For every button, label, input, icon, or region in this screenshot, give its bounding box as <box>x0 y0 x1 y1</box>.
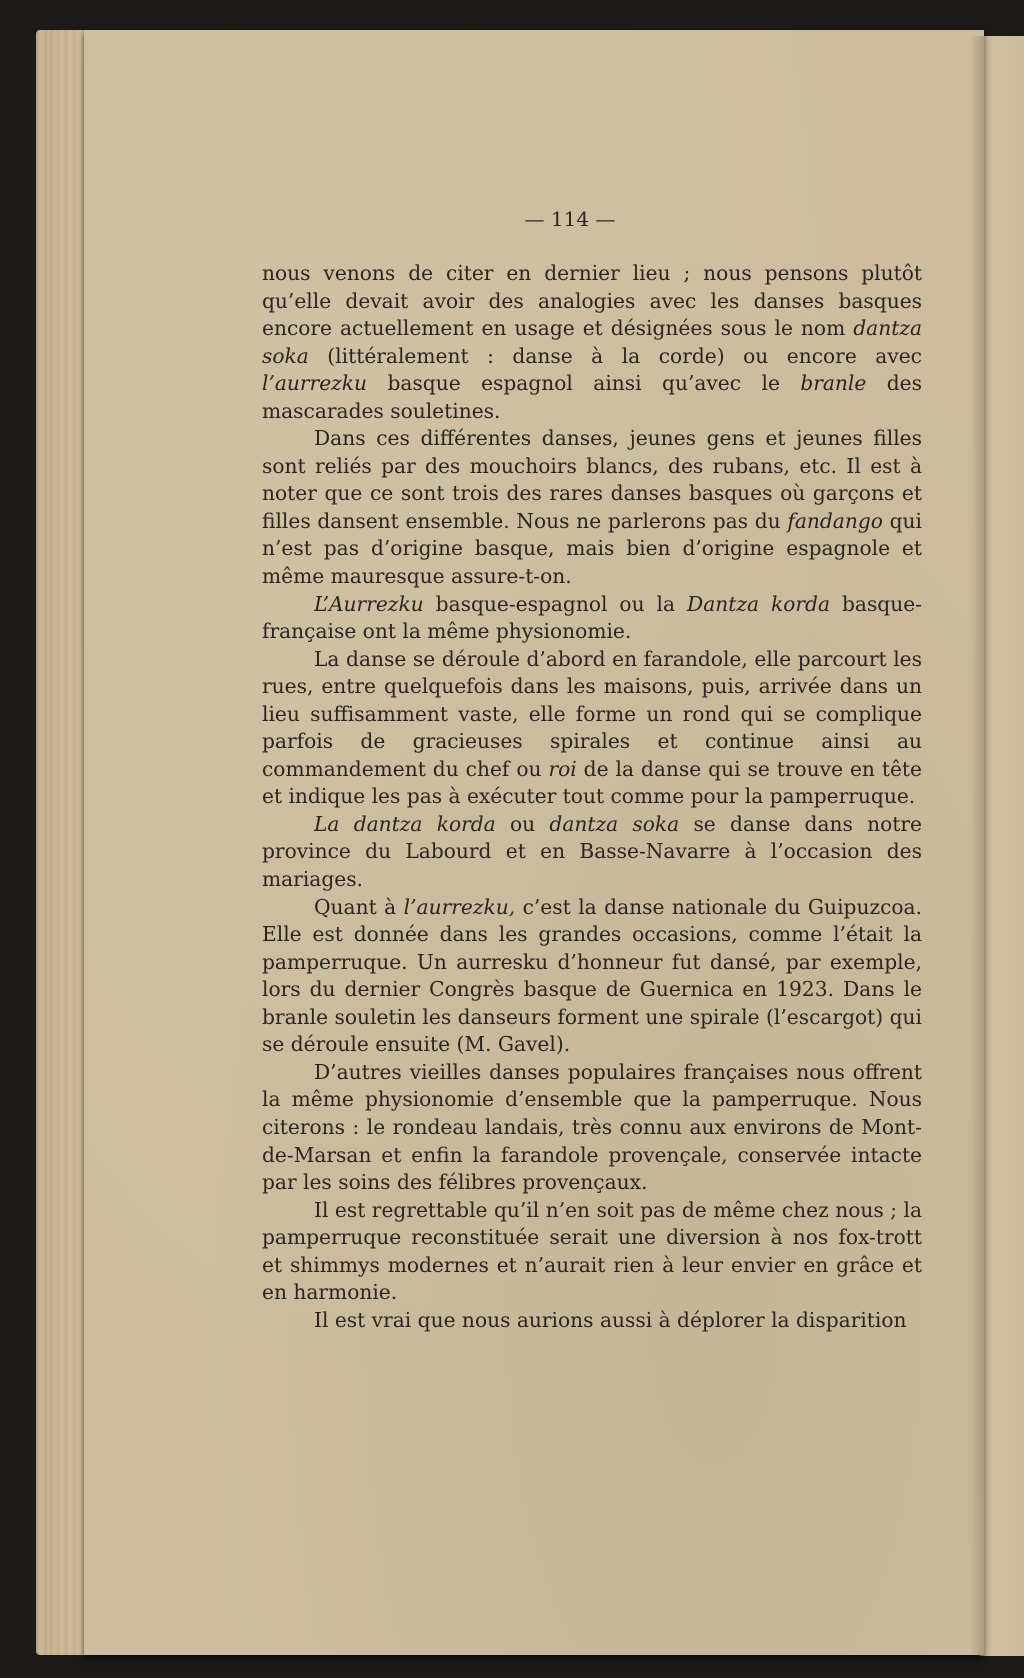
text-run: (littéralement : danse à la corde) ou encore avec <box>308 343 922 368</box>
italic-term: dantza soka <box>262 316 922 368</box>
facing-page-edge <box>980 36 1024 1656</box>
text-run: Dans ces différentes danses, jeunes gens et jeunes filles sont reliés par des mouchoirs blancs, des rubans, etc. Il est à noter que ce sont trois des rares danses basques où garçons et filles dansent ensemble. Nous ne parlerons pas du <box>262 426 922 533</box>
text-run: basque-française ont la même physionomie. <box>262 591 922 644</box>
text-run: qui n’est pas d’origine basque, mais bien d’origine espagnole et même mauresque assure-t-on. <box>262 508 922 589</box>
italic-term: l’aurrezku, <box>403 894 516 919</box>
italic-term: La dantza korda <box>314 811 496 836</box>
italic-term: fandango <box>787 508 883 533</box>
body-text <box>262 260 922 1334</box>
paragraph <box>262 425 922 590</box>
text-run: se danse dans notre province du Labourd et en Basse-Navarre à l’occasion des mariages. <box>262 811 922 892</box>
gutter-shadow <box>970 36 984 1656</box>
page-stack-edges <box>36 30 86 1655</box>
text-run: c’est la danse nationale du Guipuzcoa. Elle est donnée dans les grandes occasions, comme l’était la pamperruque. Un aurresku d’honneur fut dansé, par exemple, lors du dernier Congrès basque de Guernica en 1923. Dans le branle souletin les danseurs forment une spirale (l’escargot) qui se déroule ensuite (M. Gavel). <box>262 894 922 1057</box>
italic-term: L’Aurrezku <box>314 591 424 616</box>
paragraph <box>262 1307 922 1335</box>
paragraph <box>262 1059 922 1197</box>
italic-term: l’aurrezku <box>262 371 368 396</box>
text-run: nous venons de citer en dernier lieu ; nous pensons plutôt qu’elle devait avoir des analogies avec les danses basques encore actuellement en usage et désignées sous le nom <box>262 261 922 341</box>
italic-term: roi <box>548 756 577 781</box>
text-run: basque-espagnol ou la <box>423 591 688 616</box>
paragraph <box>262 260 922 425</box>
text-run: La danse se déroule d’abord en farandole, elle parcourt les rues, entre quelquefois dans les maisons, puis, arrivée dans un lieu suffisamment vaste, elle forme un rond qui se complique parfois de gracieuses spirales et continue ainsi au commandement du chef ou <box>262 646 922 781</box>
paragraph <box>262 811 922 894</box>
text-run: des mascarades souletines. <box>262 371 922 423</box>
text-run: Quant à <box>314 894 404 919</box>
text-run: D’autres vieilles danses populaires françaises nous offrent la même physionomie d’ensemble que la pamperruque. Nous citerons : le rondeau landais, très connu aux environs de Mont-de-Marsan et enfin la farandole provençale, conservée intacte par les soins des félibres provençaux. <box>262 1059 922 1195</box>
text-run: ou <box>495 811 550 836</box>
paragraph <box>262 646 922 811</box>
italic-term: dantza soka <box>549 811 680 836</box>
page-number: — 114 — <box>524 207 616 231</box>
paragraph <box>262 1197 922 1307</box>
italic-term: Dantza korda <box>687 591 831 616</box>
text-run: de la danse qui se trouve en tête et indique les pas à exécuter tout comme pour la pamperruque. <box>262 756 922 809</box>
paragraph <box>262 591 922 646</box>
text-run: basque espagnol ainsi qu’avec le <box>367 371 801 396</box>
paragraph <box>262 894 922 1059</box>
text-run: Il est vrai que nous aurions aussi à déplorer la disparition <box>314 1307 907 1332</box>
text-run: Il est regrettable qu’il n’en soit pas de même chez nous ; la pamperruque reconstituée serait une diversion à nos fox-trott et shimmys modernes et n’aurait rien à leur envier en grâce et en harmonie. <box>262 1197 922 1305</box>
italic-term: branle <box>800 371 867 396</box>
